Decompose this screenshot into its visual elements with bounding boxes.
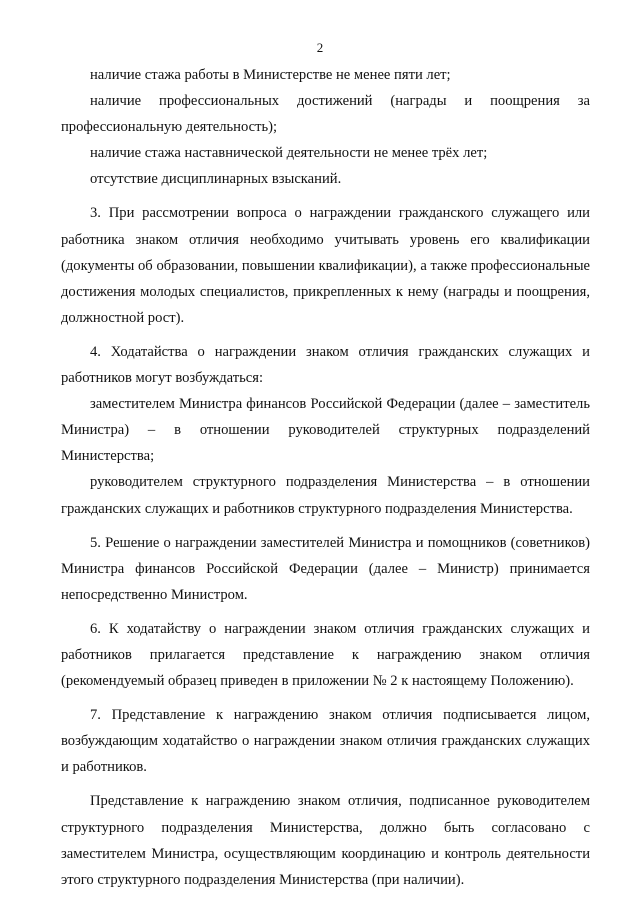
paragraph-professional-achievements: наличие профессиональных достижений (награды и поощрения за профессиональную деятельность); bbox=[61, 93, 590, 136]
paragraph-deputy-minister: заместителем Министра финансов Российской Федерации (далее – заместитель Министра) – в отношении руководителей структурных подразделений Министерства; bbox=[61, 396, 590, 465]
paragraph-unit-head: руководителем структурного подразделения Министерства – в отношении гражданских служащих и работников структурного подразделения Министерства. bbox=[61, 474, 590, 517]
paragraph-no-disciplinary-actions: отсутствие дисциплинарных взысканий. bbox=[90, 171, 342, 188]
paragraph-section-6: 6. К ходатайству о награждении знаком отличия гражданских служащих и работников прилагается представление к награждению знаком отличия (рекомендуемый образец приведен в приложении № 2 к настоящему Положению). bbox=[61, 620, 590, 690]
paragraph-section-3: 3. При рассмотрении вопроса о награждении гражданского служащего или работника знаком отличия необходимо учитывать уровень его квалификации (документы об образовании, повышении квалификации), а также профессиональные достижения молодых специалистов, прикрепленных к нему (награды и поощрения, должностной рост). bbox=[61, 205, 590, 326]
paragraph-section-4: 4. Ходатайства о награждении знаком отличия гражданских служащих и работников могут возбуждаться: bbox=[61, 343, 590, 387]
paragraph-experience-five-years: наличие стажа работы в Министерстве не менее пяти лет; bbox=[90, 67, 451, 83]
document-body bbox=[61, 62, 590, 893]
paragraph-section-7: 7. Представление к награждению знаком отличия подписывается лицом, возбуждающим ходатайство о награждении знаком отличия гражданских служащих и работников. bbox=[61, 707, 590, 776]
page-number: 2 bbox=[316, 40, 324, 55]
paragraph-mentoring-experience: наличие стажа наставнической деятельности не менее трёх лет; bbox=[90, 145, 488, 162]
paragraph-section-5: 5. Решение о награждении заместителей Министра и помощников (советников) Министра финансов Российской Федерации (далее – Министр) принимается непосредственно Министром. bbox=[61, 534, 590, 603]
paragraph-approval: Представление к награждению знаком отличия, подписанное руководителем структурного подразделения Министерства, должно быть согласовано с заместителем Министра, осуществляющим координацию и контроль деятельности этого структурного подразделения Министерства (при наличии). bbox=[61, 793, 590, 888]
